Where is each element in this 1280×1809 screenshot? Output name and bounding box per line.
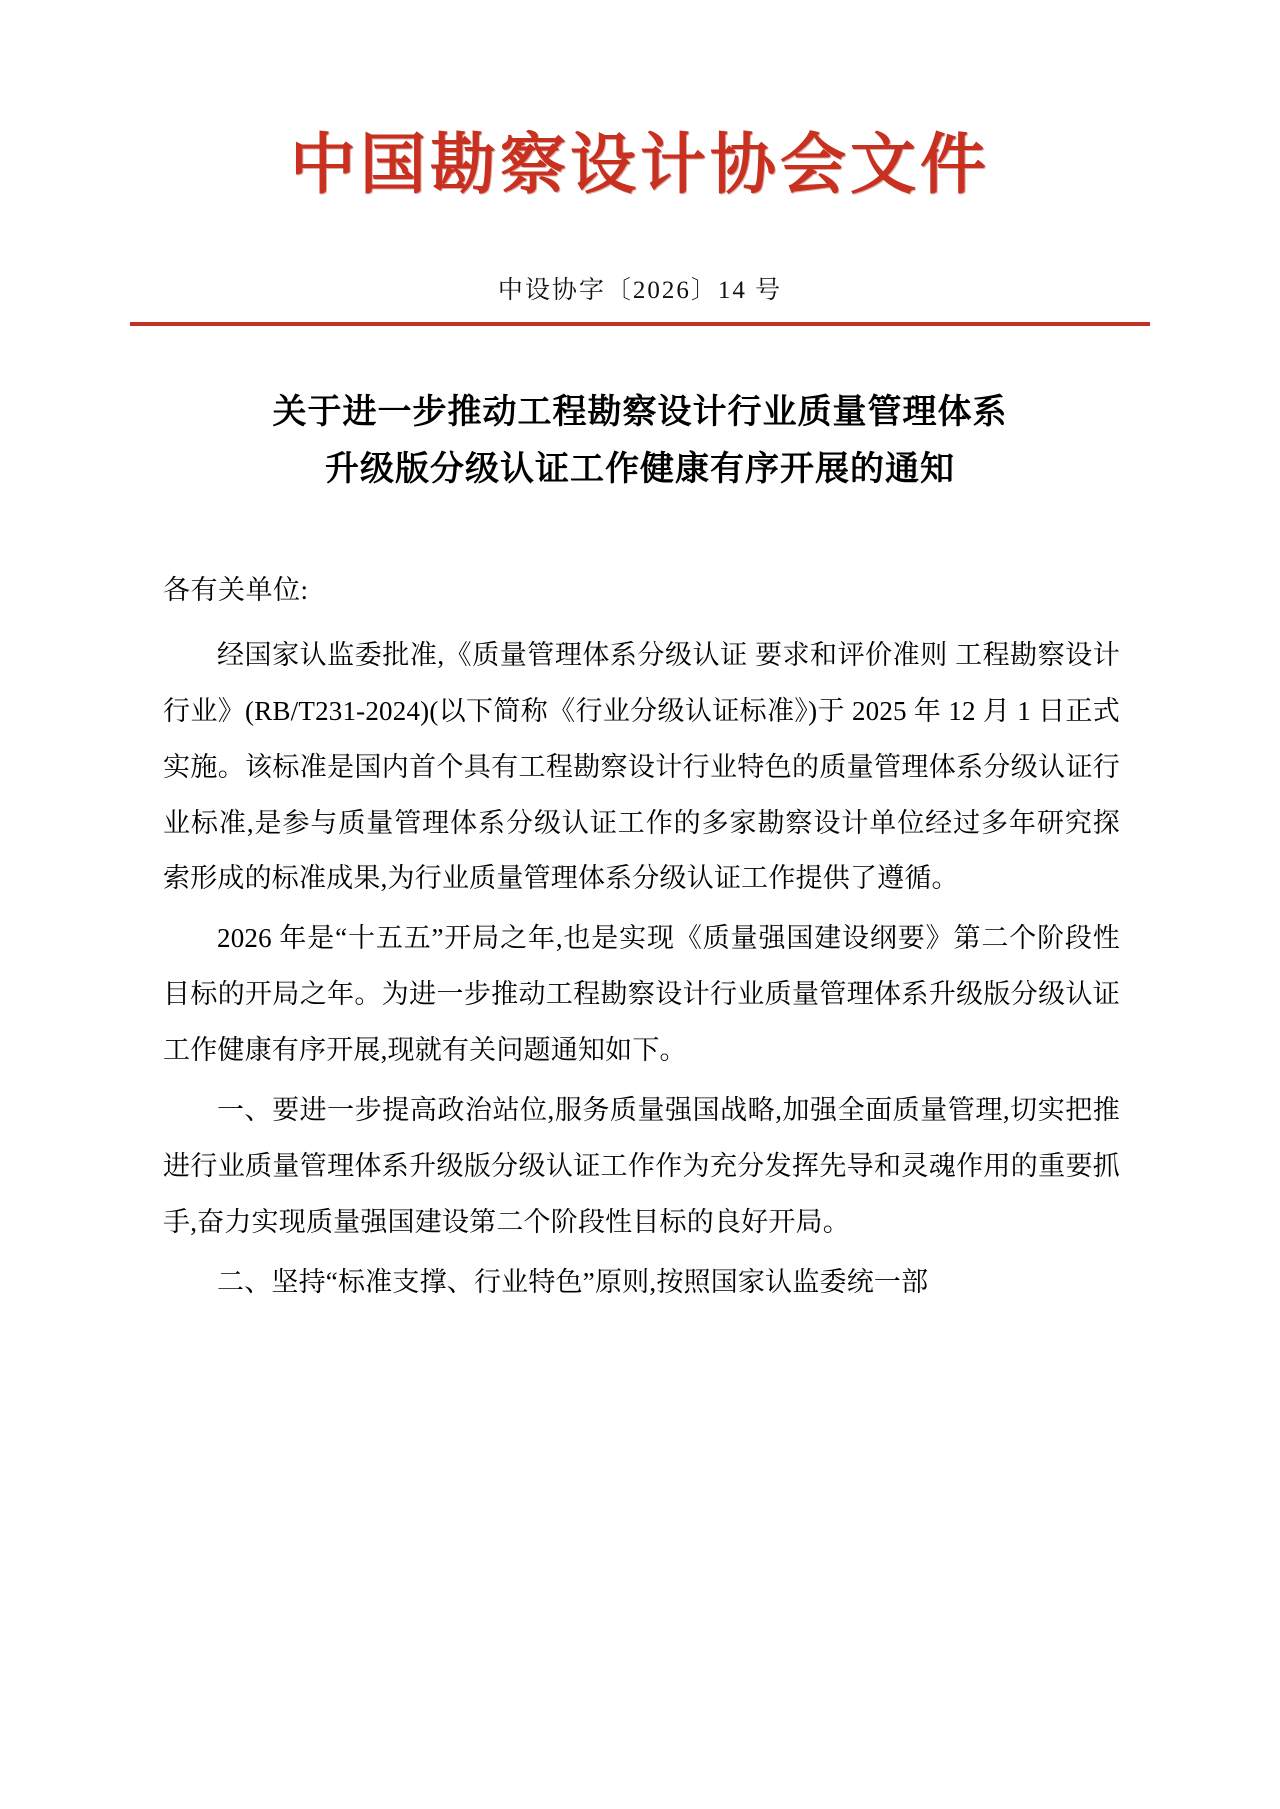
page-title-line-2: 升级版分级认证工作健康有序开展的通知 [325,451,955,488]
letterhead [0,0,1280,204]
document-number: 中设协字〔2026〕14 号 [497,276,783,304]
page-title [0,384,1280,498]
document-body [0,570,1280,1310]
body-paragraph: 经国家认监委批准,《质量管理体系分级认证 要求和评价准则 工程勘察设计行业》(RB/T231-2024)(以下简称《行业分级认证标准》)于 2025 年 12 月 1 日正式实施。该标准是国内首个具有工程勘察设计行业特色的质量管理体系分级认证行业标准,是参与质量管理体系分级认证工作的多家勘察设计单位经过多年研究探索形成的标准成果,为行业质量管理体系分级认证工作提供了遵循。 [163,639,1120,894]
red-separator-line [130,322,1150,326]
page-title-line-1: 关于进一步推动工程勘察设计行业质量管理体系 [272,393,1008,431]
body-paragraph: 一、要进一步提高政治站位,服务质量强国战略,加强全面质量管理,切实把推进行业质量管理体系升级版分级认证工作作为充分发挥先导和灵魂作用的重要抓手,奋力实现质量强国建设第二个阶段性目标的良好开局。 [163,1094,1120,1237]
letterhead-title: 中国勘察设计协会文件 [290,129,990,202]
document-number-row [0,270,1280,306]
body-paragraph: 二、坚持“标准支撑、行业特色”原则,按照国家认监委统一部 [217,1266,929,1297]
body-paragraph: 2026 年是“十五五”开局之年,也是实现《质量强国建设纲要》第二个阶段性目标的开局之年。为进一步推动工程勘察设计行业质量管理体系升级版分级认证工作健康有序开展,现就有关问题通知如下。 [163,923,1120,1066]
salutation: 各有关单位: [163,575,309,606]
red-separator-wrap [0,322,1280,326]
